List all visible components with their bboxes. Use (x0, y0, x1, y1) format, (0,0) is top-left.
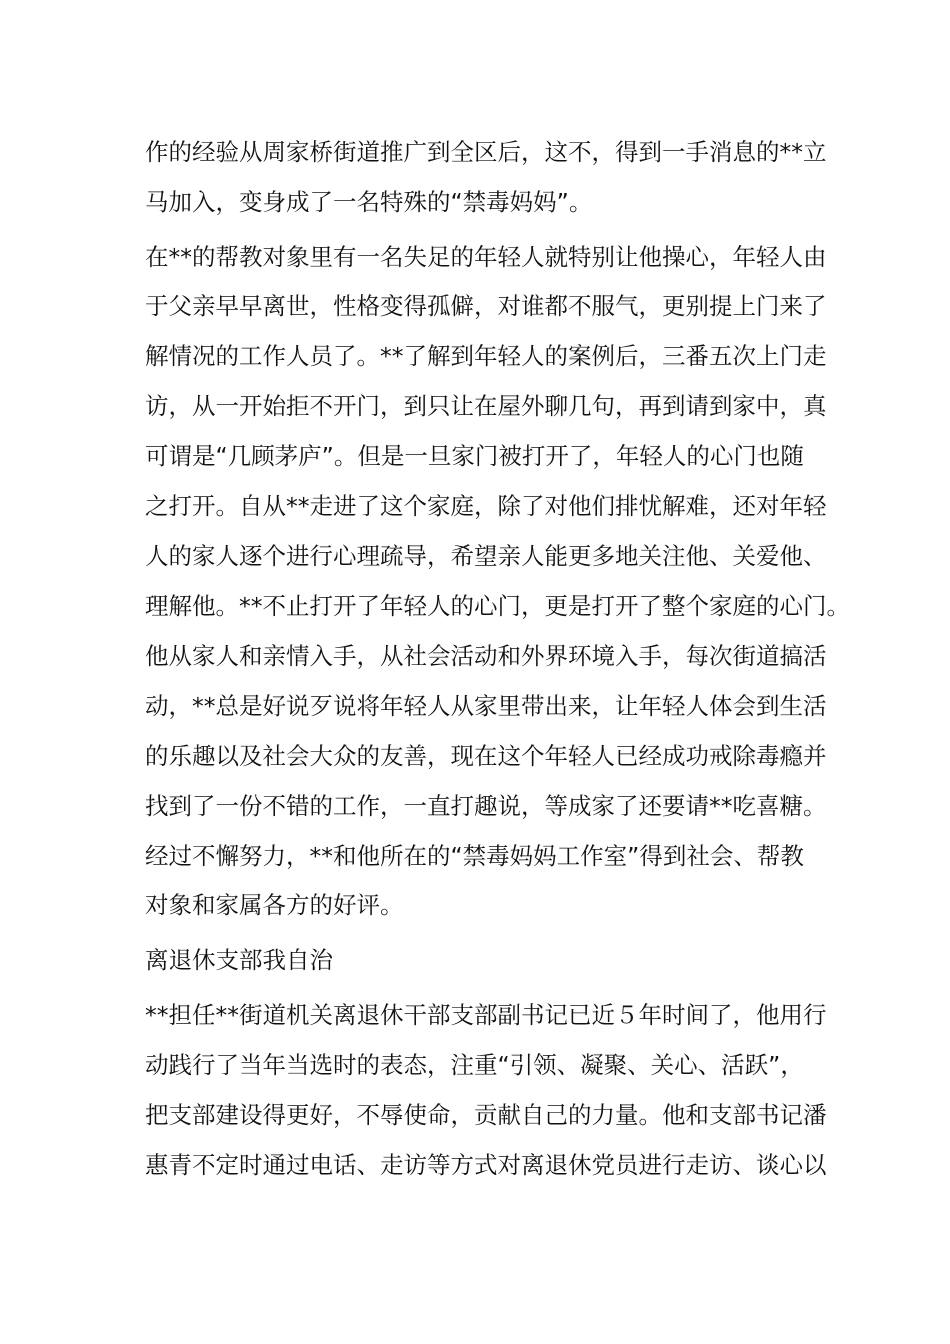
section-heading: 离退休支部我自治 (145, 946, 333, 974)
text-line: 他从家人和亲情入手，从社会活动和外界环境入手，每次街道搞活 (145, 642, 827, 670)
text-line: 的乐趣以及社会大众的友善，现在这个年轻人已经成功戒除毒瘾并 (145, 742, 827, 770)
text-line: 把支部建设得更好，不辱使命，贡献自己的力量。他和支部书记潘 (145, 1101, 827, 1129)
text-line: 访，从一开始拒不开门，到只让在屋外聊几句，再到请到家中，真 (145, 392, 827, 420)
text-line: 经过不懈努力，**和他所在的“禁毒妈妈工作室”得到社会、帮教 (145, 842, 804, 870)
text-line: 可谓是“几顾茅庐”。但是一旦家门被打开了，年轻人的心门也随 (145, 442, 804, 470)
text-line: 惠青不定时通过电话、走访等方式对离退休党员进行走访、谈心以 (145, 1151, 827, 1179)
text-line: 理解他。**不止打开了年轻人的心门，更是打开了整个家庭的心门。 (145, 592, 850, 620)
text-line: 对象和家属各方的好评。 (145, 891, 404, 919)
text-line: 于父亲早早离世，性格变得孤僻，对谁都不服气，更别提上门来了 (145, 292, 827, 320)
text-line: 马加入，变身成了一名特殊的“禁毒妈妈”。 (145, 188, 593, 216)
text-line: 在**的帮教对象里有一名失足的年轻人就特别让他操心，年轻人由 (145, 243, 827, 271)
text-line: 作的经验从周家桥街道推广到全区后，这不，得到一手消息的**立 (145, 138, 827, 166)
text-line: 人的家人逐个进行心理疏导，希望亲人能更多地关注他、关爱他、 (145, 542, 827, 570)
text-line: **担任**街道机关离退休干部支部副书记已近５年时间了，他用行 (145, 1001, 827, 1029)
text-line: 动践行了当年当选时的表态，注重“引领、凝聚、关心、活跃”， (145, 1051, 804, 1079)
text-line: 解情况的工作人员了。**了解到年轻人的案例后，三番五次上门走 (145, 342, 827, 370)
text-line: 之打开。自从**走进了这个家庭，除了对他们排忧解难，还对年轻 (145, 492, 827, 520)
text-line: 动，**总是好说歹说将年轻人从家里带出来，让年轻人体会到生活 (145, 692, 827, 720)
text-line: 找到了一份不错的工作，一直打趣说，等成家了还要请**吃喜糖。 (145, 792, 827, 820)
